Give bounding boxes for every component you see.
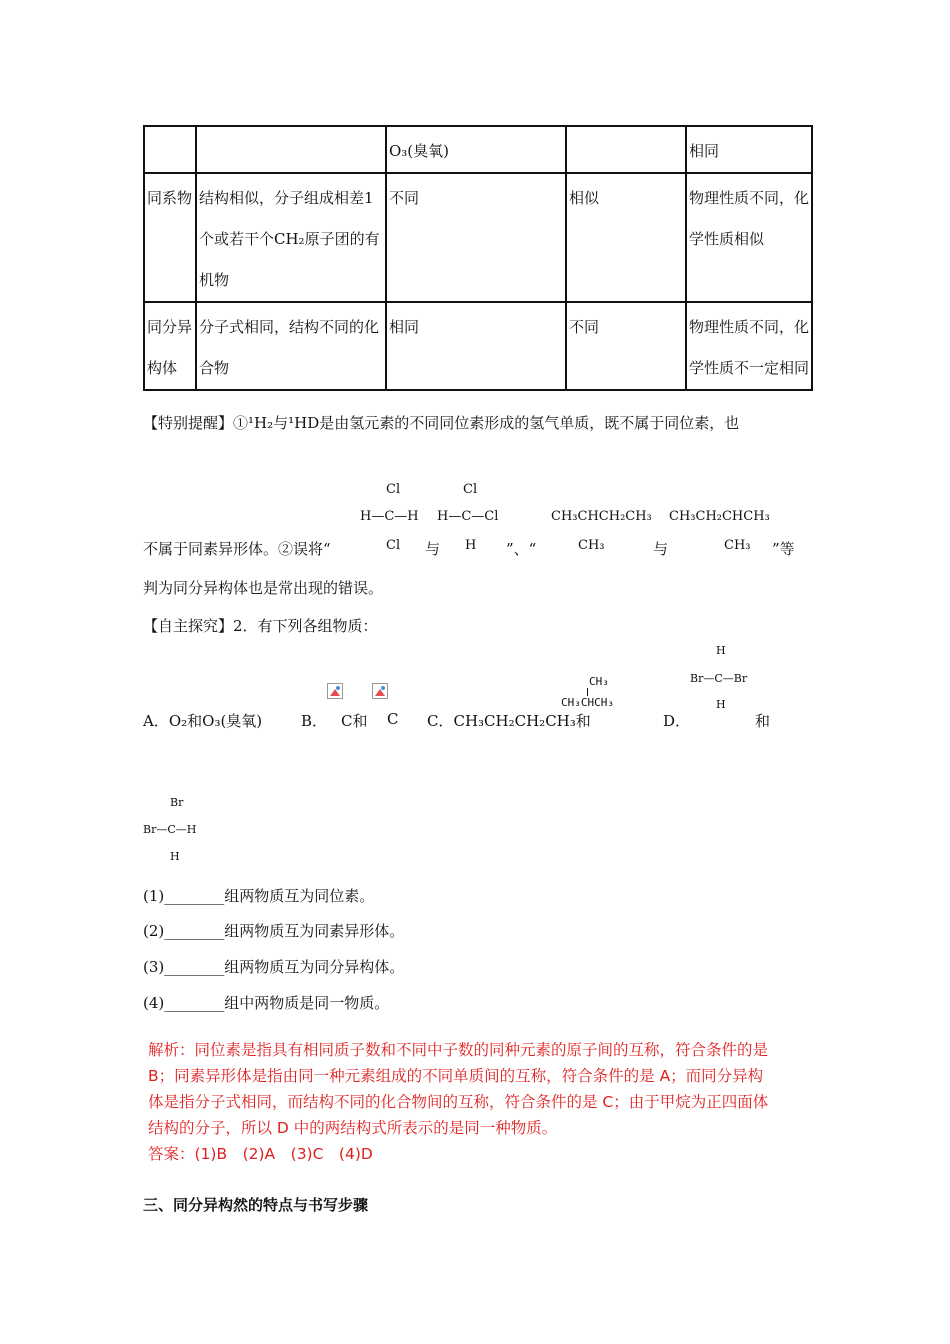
table-cell: 物理性质不同，化学性质相似 xyxy=(686,173,812,302)
formula1-mid: H—C—H xyxy=(360,509,419,524)
special-note-line2: 不属于同素异形体。②误将“ xyxy=(143,540,331,558)
explore-title: 【自主探究】2．有下列各组物质： xyxy=(143,617,378,635)
option-a: A．O₂和O₃(臭氧) xyxy=(143,712,263,730)
option-d: D． xyxy=(663,712,691,730)
option-d1-bot: H xyxy=(716,698,726,711)
option-c-formula-top: CH₃ xyxy=(589,675,609,688)
formula1-top: Cl xyxy=(386,482,401,497)
special-note-line1: 【特别提醒】①¹H₂与¹HD是由氢元素的不同同位素形成的氢气单质，既不属于同位素，也 xyxy=(143,414,740,432)
option-c: C．CH₃CH₂CH₂CH₃和 xyxy=(427,712,591,730)
table-cell: O₃(臭氧) xyxy=(386,126,566,173)
table-cell: 不同 xyxy=(386,173,566,302)
table-cell: 物理性质不同，化学性质不一定相同 xyxy=(686,302,812,390)
word-and: 与 xyxy=(425,540,441,558)
question-3: (3)________组两物质互为同分异构体。 xyxy=(143,958,405,976)
table-cell: 结构相似，分子组成相差1个或若干个CH₂原子团的有机物 xyxy=(196,173,386,302)
special-note-line3: 判为同分异构体也是常出现的错误。 xyxy=(143,579,384,597)
table-cell xyxy=(196,126,386,173)
table-cell: 不同 xyxy=(566,302,686,390)
table-cell: 同分异构体 xyxy=(144,302,196,390)
quote-end: ”等 xyxy=(772,540,795,558)
table-row xyxy=(144,173,812,302)
question-1: (1)________组两物质互为同位素。 xyxy=(143,887,375,905)
quote-separator: ”、“ xyxy=(506,540,537,558)
broken-image-icon xyxy=(327,683,343,699)
formula1-bot: Cl xyxy=(386,538,401,553)
question-2: (2)________组两物质互为同素异形体。 xyxy=(143,922,405,940)
formula2-top: Cl xyxy=(463,482,478,497)
option-b-c1: C和 xyxy=(341,712,368,730)
analysis-line: B；同素异形体是指由同一种元素组成的不同单质间的互称，符合条件的是 A；而同分异构 xyxy=(148,1067,764,1085)
formula4-sub: CH₃ xyxy=(724,538,751,553)
table-cell: 同系物 xyxy=(144,173,196,302)
table-row xyxy=(144,302,812,390)
formula2-bot: H xyxy=(465,538,477,553)
formula3-sub: CH₃ xyxy=(578,538,605,553)
option-c-formula-main: CH₃CHCH₃ xyxy=(561,696,614,709)
table-cell: 相同 xyxy=(686,126,812,173)
option-d-and: 和 xyxy=(755,712,771,730)
comparison-table xyxy=(143,125,813,391)
answer-line: 答案：(1)B (2)A (3)C (4)D xyxy=(148,1145,373,1163)
formula3-main: CH₃CHCH₂CH₃ xyxy=(551,509,652,524)
table-row xyxy=(144,126,812,173)
option-d2-bot: H xyxy=(170,850,180,863)
option-d1-top: H xyxy=(716,644,726,657)
option-b-label: B． xyxy=(301,712,328,730)
table-cell: 相同 xyxy=(386,302,566,390)
question-4: (4)________组中两物质是同一物质。 xyxy=(143,994,390,1012)
option-d1-mid: Br—C—Br xyxy=(690,672,748,685)
option-b-c2: C xyxy=(387,710,399,728)
table-cell xyxy=(566,126,686,173)
formula4-main: CH₃CH₂CHCH₃ xyxy=(669,509,770,524)
table-cell xyxy=(144,126,196,173)
option-d2-mid: Br—C—H xyxy=(143,823,197,836)
table-cell: 分子式相同，结构不同的化合物 xyxy=(196,302,386,390)
analysis-line: 解析：同位素是指具有相同质子数和不同中子数的同种元素的原子间的互称，符合条件的是 xyxy=(148,1041,769,1059)
analysis-line: 体是指分子式相同，而结构不同的化合物间的互称，符合条件的是 C；由于甲烷为正四面体 xyxy=(148,1093,769,1111)
bond-line xyxy=(587,688,588,696)
word-and: 与 xyxy=(653,540,669,558)
option-d2-top: Br xyxy=(170,796,184,809)
table-cell: 相似 xyxy=(566,173,686,302)
analysis-line: 结构的分子，所以 D 中的两结构式所表示的是同一种物质。 xyxy=(148,1119,558,1137)
broken-image-icon xyxy=(372,683,388,699)
formula2-mid: H—C—Cl xyxy=(437,509,499,524)
section-heading: 三、同分异构然的特点与书写步骤 xyxy=(143,1196,369,1214)
